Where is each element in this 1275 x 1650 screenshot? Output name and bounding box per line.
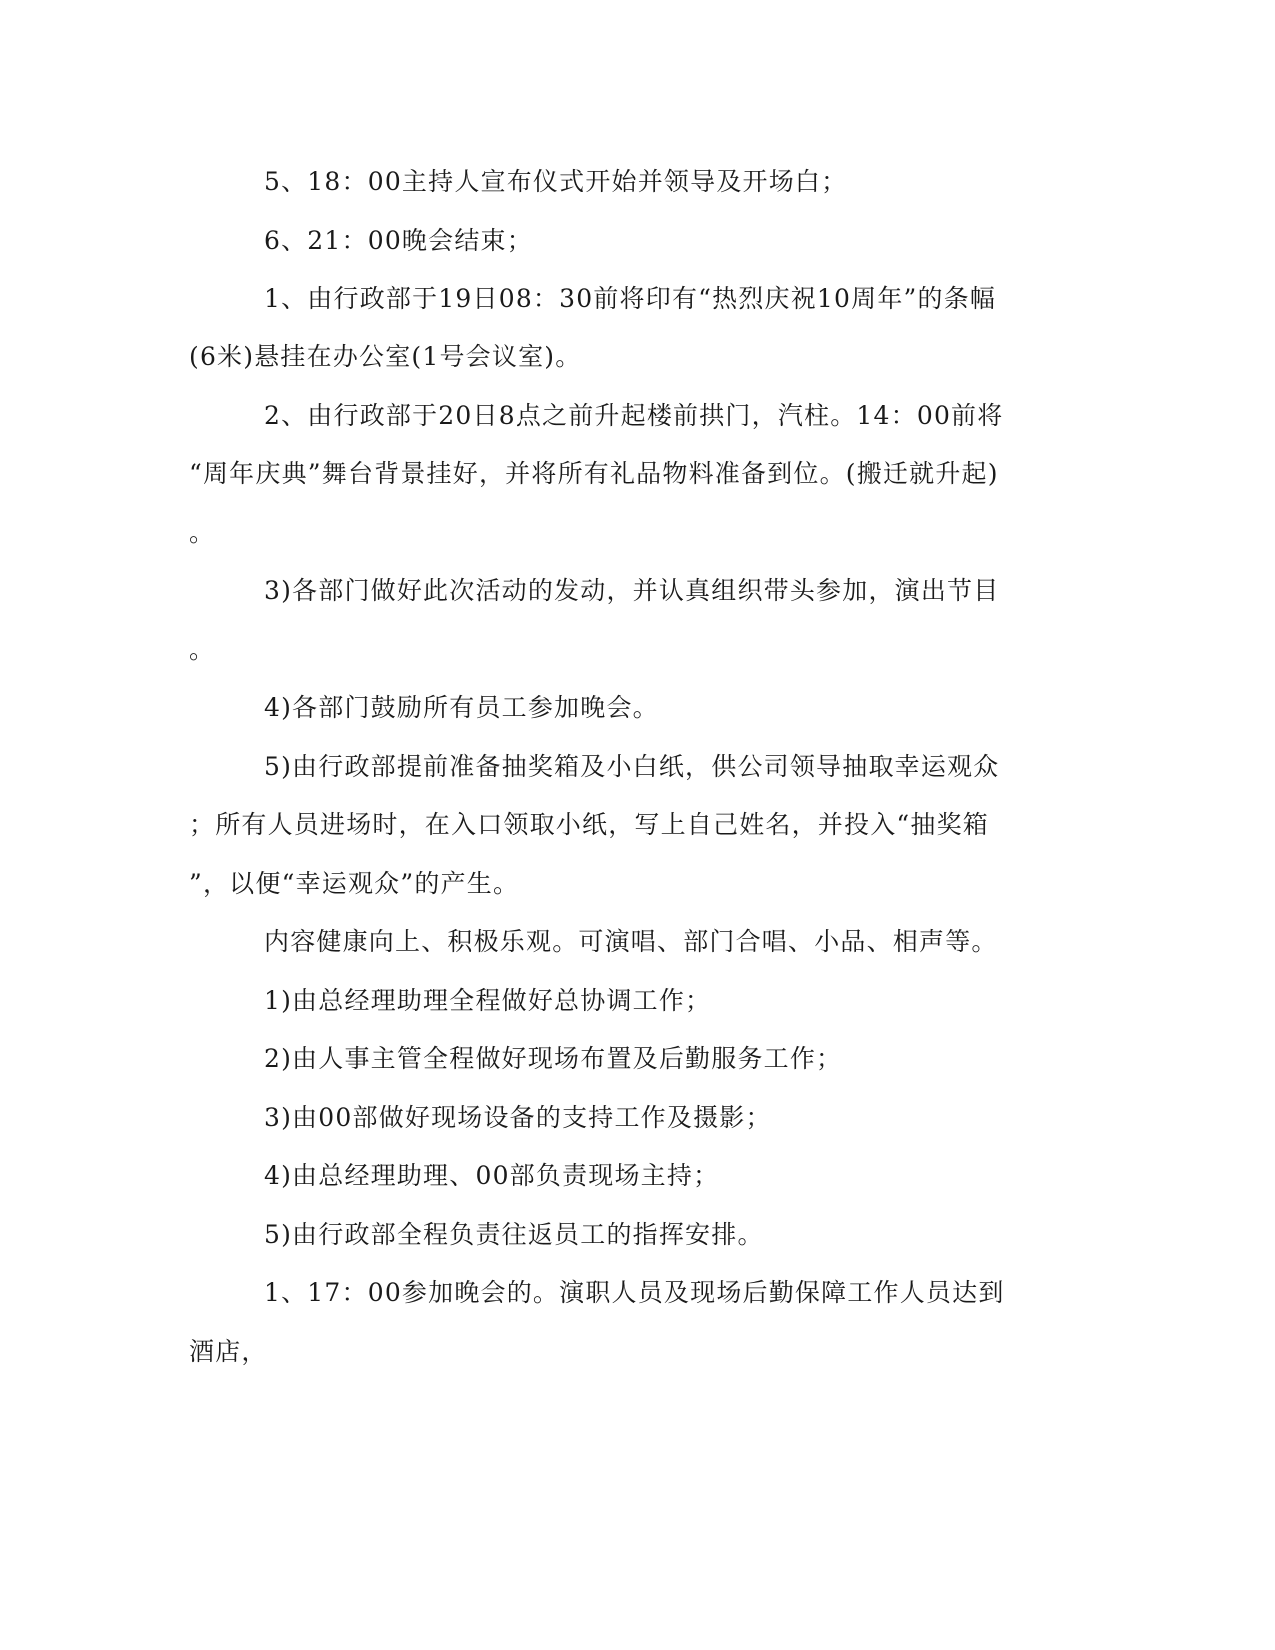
paragraph-line: 6、21：00晚会结束； [264,226,533,255]
paragraph-line: 。 [189,518,216,547]
paragraph-line: (6米)悬挂在办公室(1号会议室)。 [189,342,582,371]
paragraph-line: 1、由行政部于19日08：30前将印有“热烈庆祝10周年”的条幅 [264,284,997,313]
paragraph-line: 2、由行政部于20日8点之前升起楼前拱门，汽柱。14：00前将 [264,401,1004,430]
paragraph-line: 5、18：00主持人宣布仪式开始并领导及开场白； [264,167,848,196]
paragraph-line: 。 [189,635,216,664]
paragraph-line: ”，以便“幸运观众”的产生。 [189,869,520,898]
paragraph-line: 4)各部门鼓励所有员工参加晚会。 [264,693,659,722]
paragraph-line: ；所有人员进场时，在入口领取小纸，写上自己姓名，并投入“抽奖箱 [189,810,989,839]
paragraph-line: 5)由行政部提前准备抽奖箱及小白纸，供公司领导抽取幸运观众 [264,752,1000,781]
paragraph-line: 内容健康向上、积极乐观。可演唱、部门合唱、小品、相声等。 [264,927,998,956]
paragraph-line: 3)各部门做好此次活动的发动，并认真组织带头参加，演出节目 [264,576,1000,605]
paragraph-line: 3)由00部做好现场设备的支持工作及摄影； [264,1103,772,1132]
paragraph-line: 酒店， [189,1337,268,1366]
paragraph-line: 1、17：00参加晚会的。演职人员及现场后勤保障工作人员达到 [264,1278,1005,1307]
paragraph-line: 1)由总经理助理全程做好总协调工作； [264,986,712,1015]
paragraph-line: 2)由人事主管全程做好现场布置及后勤服务工作； [264,1044,843,1073]
paragraph-line: 5)由行政部全程负责往返员工的指挥安排。 [264,1220,764,1249]
paragraph-line: 4)由总经理助理、00部负责现场主持； [264,1161,720,1190]
paragraph-line: “周年庆典”舞台背景挂好，并将所有礼品物料准备到位。(搬迁就升起) [189,459,999,488]
